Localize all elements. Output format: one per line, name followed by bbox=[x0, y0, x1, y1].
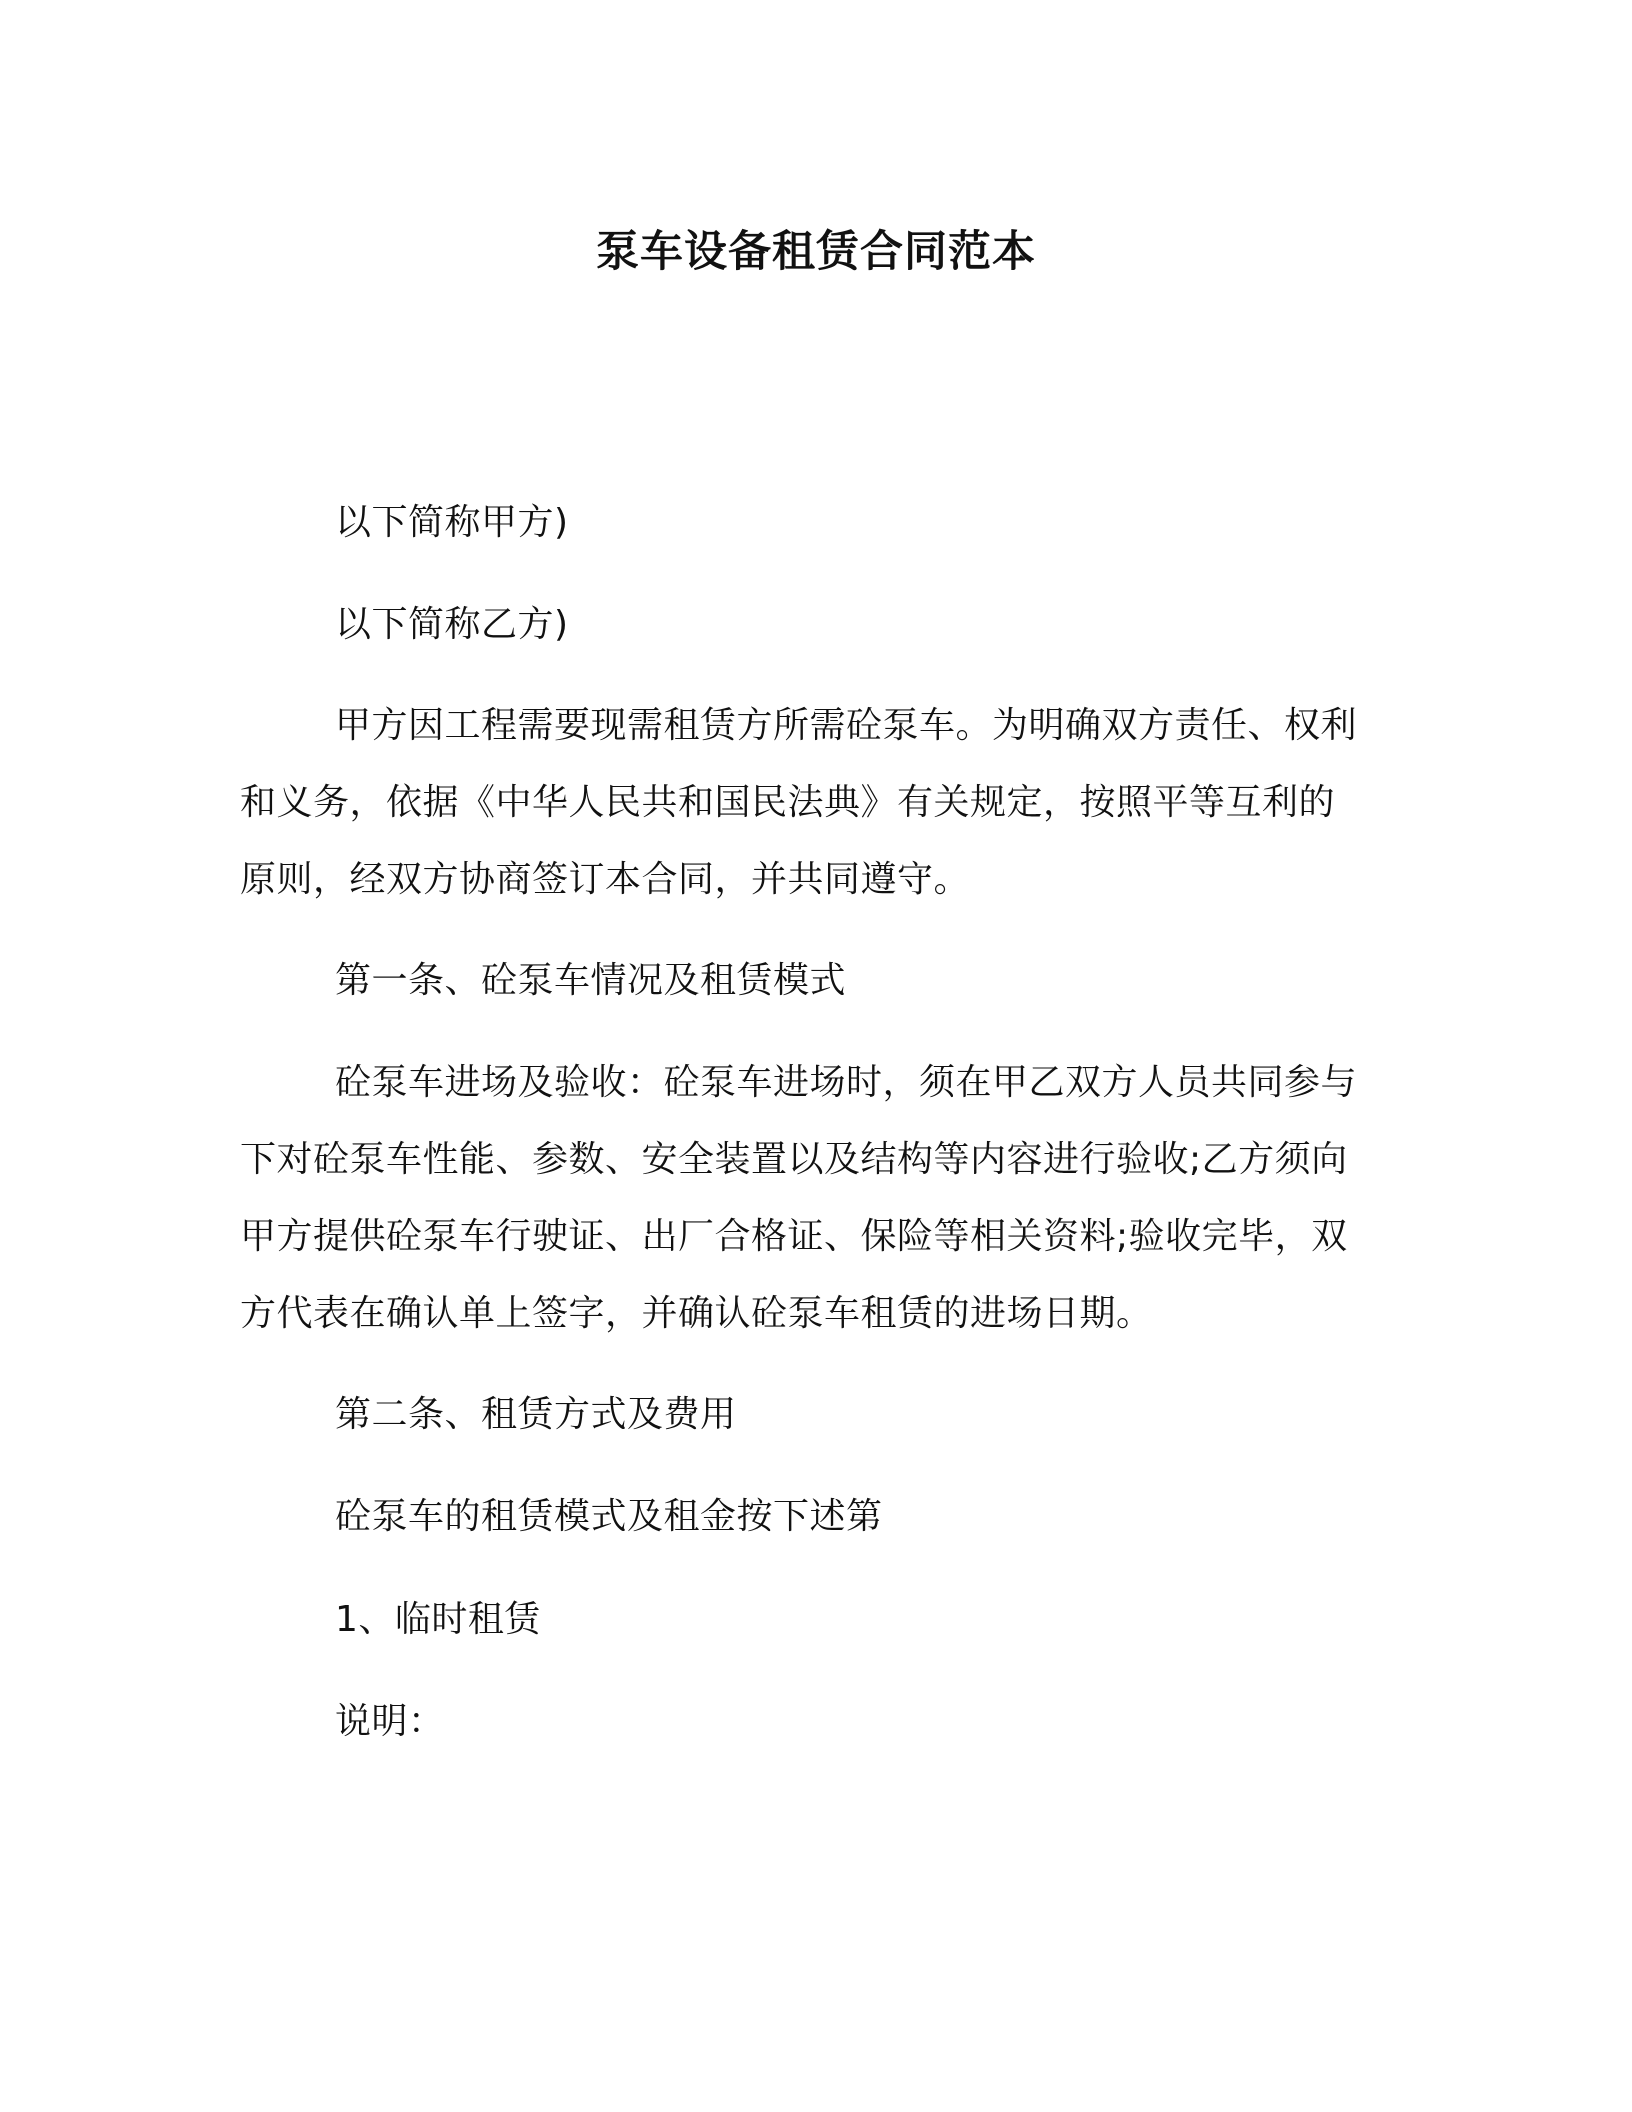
article-1-line: 下对砼泵车性能、参数、安全装置以及结构等内容进行验收;乙方须向 bbox=[240, 1139, 1348, 1180]
intro-paragraph bbox=[240, 687, 1390, 918]
party-a-line: 以下简称甲方) bbox=[335, 502, 569, 543]
document-title: 泵车设备租赁合同范本 bbox=[596, 227, 1036, 277]
note-label: 说明： bbox=[335, 1701, 445, 1742]
intro-line: 原则，经双方协商签订本合同，并共同遵守。 bbox=[240, 859, 971, 900]
article-2-text: 砼泵车的租赁模式及租金按下述第 bbox=[335, 1496, 883, 1537]
item-1-temporary-lease: 1、临时租赁 bbox=[335, 1599, 541, 1640]
article-1-line: 甲方提供砼泵车行驶证、出厂合格证、保险等相关资料;验收完毕，双 bbox=[240, 1216, 1348, 1257]
intro-line: 甲方因工程需要现需租赁方所需砼泵车。为明确双方责任、权利 bbox=[335, 705, 1358, 746]
article-1-line: 方代表在确认单上签字，并确认砼泵车租赁的进场日期。 bbox=[240, 1293, 1153, 1334]
article-2-heading: 第二条、租赁方式及费用 bbox=[335, 1394, 737, 1435]
article-1-heading: 第一条、砼泵车情况及租赁模式 bbox=[335, 960, 847, 1001]
intro-line: 和义务，依据《中华人民共和国民法典》有关规定，按照平等互利的 bbox=[240, 782, 1336, 823]
article-1-paragraph bbox=[240, 1044, 1390, 1352]
party-b-line: 以下简称乙方) bbox=[335, 604, 569, 645]
article-1-line: 砼泵车进场及验收：砼泵车进场时，须在甲乙双方人员共同参与 bbox=[335, 1062, 1358, 1103]
